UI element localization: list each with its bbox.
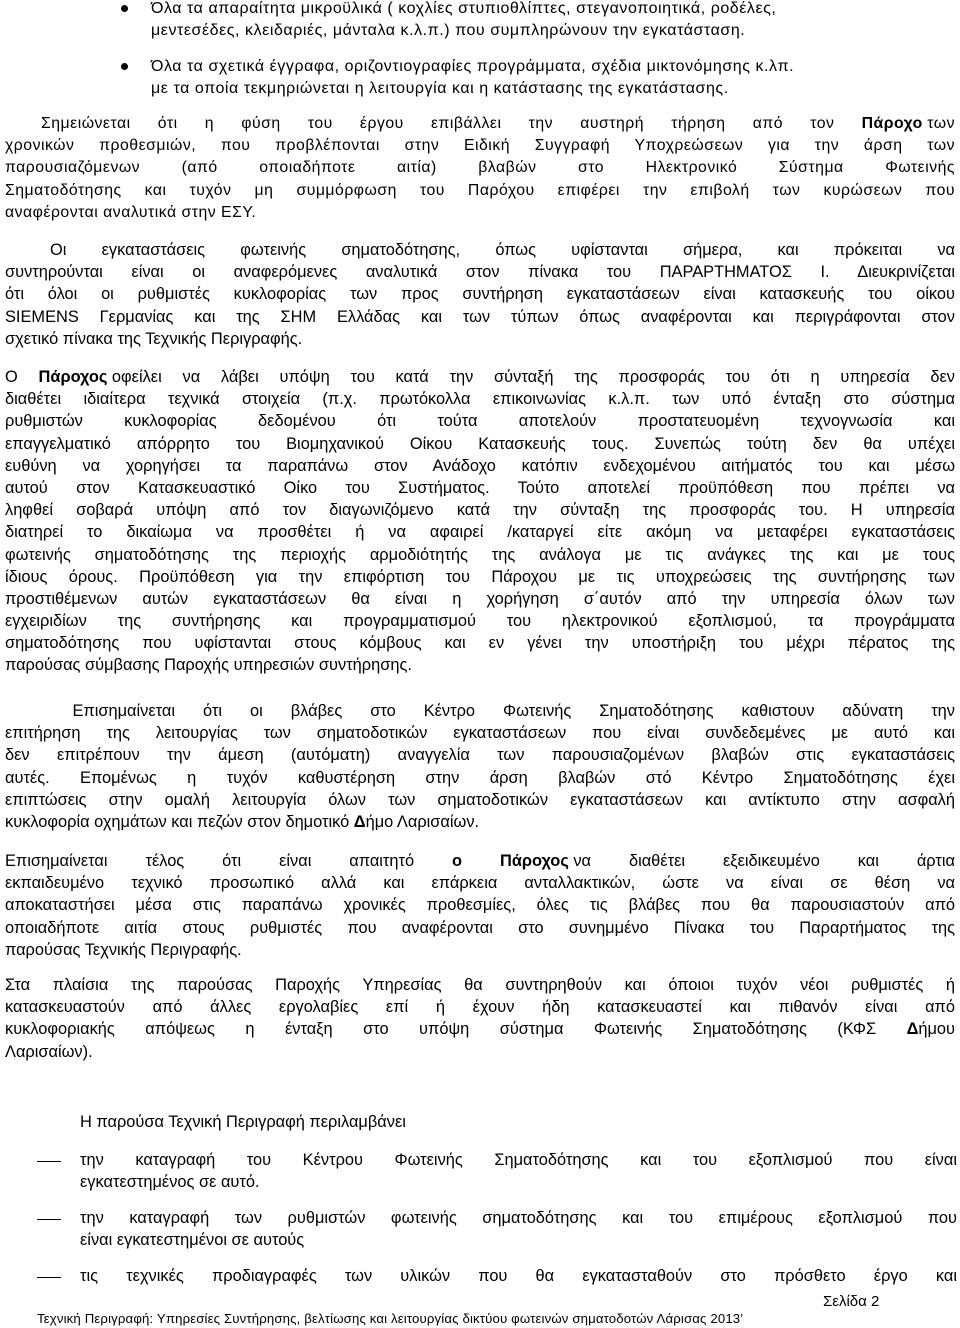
text-line: [5, 113, 955, 135]
paragraph-new-controllers: [5, 974, 955, 1063]
text-line: [5, 366, 955, 388]
text-run-bold: Δ: [353, 812, 366, 831]
text-line: προστιθέμενων αυτών εγκαταστάσεων θα είναι η χορήγηση σ΄αυτόν από την υπηρεσία όλων των: [5, 589, 955, 608]
text-line: σηματοδότησης που υφίστανται στους κόμβους και εν γένει την υποστήριξη του μέχρι πέρατος της: [5, 634, 955, 653]
text-line: εγχειριδίων της συντήρησης και προγραμματισμού του ηλεκτρονικού εξοπλισμού, τα προγράμματα: [5, 612, 955, 631]
text-run-bold: Δ: [906, 1020, 919, 1039]
text-line: SIEMENS Γερμανίας και της ΣΗΜ Ελλάδας και των τύπων όπως αναφέρονται και περιγράφονται στον: [5, 307, 955, 326]
dash-item-text: [80, 1149, 957, 1193]
text-run: οφείλει να λάβει υπόψη του κατά την σύνταξή της προσφοράς του ότι η υπηρεσία δεν: [111, 368, 955, 386]
dash-marker-icon: [37, 1219, 61, 1220]
bullet-dot-icon: [121, 5, 128, 12]
text-line: αναφέρονται αναλυτικά στην ΕΣΥ.: [5, 203, 257, 221]
text-line: αποκαταστήσει μέσα στις παραπάνω χρονικές προθεσμίες, όλες τις βλάβες που θα παρουσιαστούν από: [5, 896, 955, 915]
paragraph-installations: [5, 239, 955, 350]
text-line: είναι εγκατεστημένοι σε αυτούς: [80, 1231, 305, 1249]
dash-marker-icon: [37, 1277, 61, 1278]
text-line: ίδιους όρους. Προϋπόθεση για την επιφόρτιση του Πάροχου με τις υποχρεώσεις της συντήρησης των: [5, 567, 955, 586]
text-line: επιπτώσεις στην ομαλή λειτουργία όλων των σηματοδοτικών εγκαταστάσεων και αντίκτυπο στην ασφαλή: [5, 790, 955, 809]
text-line: ότι όλοι οι ρυθμιστές κυκλοφορίας των προς συντήρηση εγκαταστάσεων είναι κατασκευής του οίκου: [5, 285, 955, 304]
bullet-dot-icon: [121, 63, 128, 70]
bullet-line: με τα οποία τεκμηριώνεται η λειτουργία και η κατάστασης της εγκατάστασης.: [151, 80, 729, 97]
bullet-line: Όλα τα σχετικά έγγραφα, οριζοντιογραφίες προγράμματα, σχέδια μικτονόμησης κ.λπ.: [151, 58, 795, 75]
dash-item-text: [80, 1265, 957, 1287]
page-number: Σελίδα 2: [823, 1293, 880, 1310]
bullet-line: Όλα τα απαραίτητα μικροϋλικά ( κοχλίες στυπιοθλίπτες, στεγανοποιητικά, ροδέλες,: [151, 0, 777, 17]
text-line: κατασκευαστούν από άλλες εργολαβίες επί ή έχουν ήδη κατασκευαστεί και πιθανόν είναι από: [5, 998, 955, 1017]
dash-marker-icon: [37, 1161, 61, 1162]
text-line: ευθύνη να χορηγήσει τα παραπάνω στον Ανάδοχο κατόπιν ενδεχομένου αιτήματός του και μέσω: [5, 456, 955, 475]
text-line: αυτές. Επομένως η τυχόν καθυστέρηση στην άρση βλαβών στό Κέντρο Σηματοδότησης έχει: [5, 768, 955, 787]
text-line: διαθέτει ιδιαίτερα τεχνικά στοιχεία (π.χ. πρωτόκολλα επικοινωνίας κ.λ.π. των υπό ένταξη στο σύστημα: [5, 390, 955, 409]
text-line: φωτεινής σηματοδότησης της περιοχής αρμοδιότητής της ανάλογα με τις ανάγκες της και με τους: [5, 545, 955, 564]
text-line: παρουσιαζόμενων (από οποιαδήποτε αιτία) βλαβών στο Ηλεκτρονικό Σύστημα Φωτεινής: [5, 159, 955, 177]
list-intro: Η παρούσα Τεχνική Περιγραφή περιλαμβάνει: [80, 1113, 406, 1131]
text-line: [5, 1018, 955, 1040]
paragraph-provider-obligations: [5, 366, 955, 677]
text-run: να διαθέτει εξειδικευμένο και άρτια: [573, 852, 955, 870]
paragraph-control-center: [5, 700, 955, 833]
text-line: Στα πλαίσια της παρούσας Παροχής Υπηρεσίας θα συντηρηθούν και όποιοι τυχόν νέοι ρυθμιστές ή: [5, 976, 955, 994]
text-run: κυκλοφορία οχημάτων και πεζών στον δημοτικό: [5, 812, 354, 831]
text-line: [5, 261, 955, 283]
text-line: διατηρεί το δικαίωμα να προσθέτει ή να αφαιρεί /καταργεί είτε ακόμη να μεταφέρει εγκαταστάσεις: [5, 523, 955, 542]
text-line: εκπαιδευμένο τεχνικό προσωπικό αλλά και επάρκεια ανταλλακτικών, ώστε να είναι σε θέση να: [5, 874, 955, 893]
text-line: χρονικών προθεσμιών, που προβλέπονται στην Ειδική Συγγραφή Υποχρεώσεων για την άρση των: [5, 137, 955, 155]
text-line: οποιαδήποτε αιτία στους ρυθμιστές που αναφέρονται στο συνημμένο Πίνακα του Παραρτήματος της: [5, 918, 955, 937]
text-run: κυκλοφοριακής απόψεως η ένταξη στο υπόψη σύστημα Φωτεινής Σηματοδότησης (ΚΦΣ: [5, 1020, 907, 1039]
text-run: Ο: [5, 368, 39, 386]
text-line: αυτού στον Κατασκευαστικό Οίκο του Συστήματος. Τούτο αποτελεί προϋπόθεση που πρέπει να: [5, 478, 955, 497]
text-line: επιτήρηση της λειτουργίας των σηματοδοτικών εγκαταστάσεων που είναι συνδεδεμένες με αυτό και: [5, 724, 955, 743]
paragraph-technical-staff: [5, 850, 955, 961]
text-line: τις τεχνικές προδιαγραφές των υλικών που θα εγκατασταθούν στο πρόσθετο έργο και: [80, 1267, 957, 1285]
bullet-line: μεντεσέδες, κλειδαριές, μάνταλα κ.λ.π.) που συμπληρώνουν την εγκατάσταση.: [151, 22, 746, 39]
text-run: . Διευκρινίζεται: [825, 263, 955, 282]
text-line: [5, 811, 955, 833]
footer-text: Τεχνική Περιγραφή: Υπηρεσίες Συντήρησης, βελτίωσης και λειτουργίας δικτύου φωτεινών σηματοδοτών Λάρισας 2013’: [37, 1311, 744, 1326]
text-run-annex: ΠΑΡΑΡΤΗΜΑΤΟΣ Ι: [659, 263, 826, 282]
paragraph-deadlines: [5, 113, 955, 224]
text-run: ήμο Λαρισαίων.: [365, 812, 480, 831]
text-line: την καταγραφή του Κέντρου Φωτεινής Σηματοδότησης και του εξοπλισμού που είναι: [80, 1151, 957, 1169]
text-line: Οι εγκαταστάσεις φωτεινής σηματοδότησης, όπως υφίστανται σήμερα, και πρόκειται να: [50, 241, 955, 259]
text-line: ληφθεί σοβαρά υπόψη από τον διαγωνιζόμενο κατά την σύνταξη της προσφοράς του. Η υπηρεσία: [5, 501, 955, 520]
text-run-bold: ο Πάροχος: [452, 852, 569, 870]
text-run: ήμου: [918, 1020, 955, 1039]
text-line: [5, 850, 955, 872]
text-line: ρυθμιστών κυκλοφορίας δεδομένου ότι τούτα αποτελούν προστατευομένη τεχνογνωσία και: [5, 412, 955, 431]
text-run: Σημειώνεται ότι η φύση του έργου επιβάλλει την αυστηρή τήρηση από τον: [41, 115, 862, 132]
text-run: των: [927, 115, 955, 132]
text-run-bold: Πάροχος: [38, 368, 108, 386]
text-line: εγκατεστημένος σε αυτό.: [80, 1173, 260, 1191]
text-line: δεν επιτρέπουν την άμεση (αυτόματη) αναγγελία των παρουσιαζομένων βλαβών στις εγκαταστάσεις: [5, 746, 955, 765]
text-line: Σηματοδότησης και τυχόν μη συμμόρφωση του Παρόχου επιφέρει την επιβολή των κυρώσεων που: [5, 181, 955, 199]
text-line: σχετικό πίνακα της Τεχνικής Περιγραφής.: [5, 329, 303, 348]
text-line: παρούσας Τεχνικής Περιγραφής.: [5, 940, 242, 959]
text-run-bold: Πάροχο: [861, 115, 923, 132]
text-line: παρούσας σύμβασης Παροχής υπηρεσιών συντήρησης.: [5, 656, 412, 675]
text-run: Επισημαίνεται τέλος ότι είναι απαιτητό: [5, 852, 453, 870]
text-line: Λαρισαίων).: [5, 1042, 93, 1061]
text-run: συντηρούνται είναι οι αναφερόμενες αναλυτικά στον πίνακα του: [5, 263, 660, 282]
text-line: Επισημαίνεται ότι οι βλάβες στο Κέντρο Φωτεινής Σηματοδότησης καθιστουν αδύνατη την: [72, 702, 955, 720]
text-line: την καταγραφή των ρυθμιστών φωτεινής σηματοδότησης και του επιμέρους εξοπλισμού που: [80, 1209, 957, 1227]
dash-item-text: [80, 1207, 957, 1251]
text-line: επαγγελματικό απόρρητο του Βιομηχανικού Οίκου Κατασκευής τους. Συνεπώς τούτη δεν θα υπέχει: [5, 434, 955, 453]
